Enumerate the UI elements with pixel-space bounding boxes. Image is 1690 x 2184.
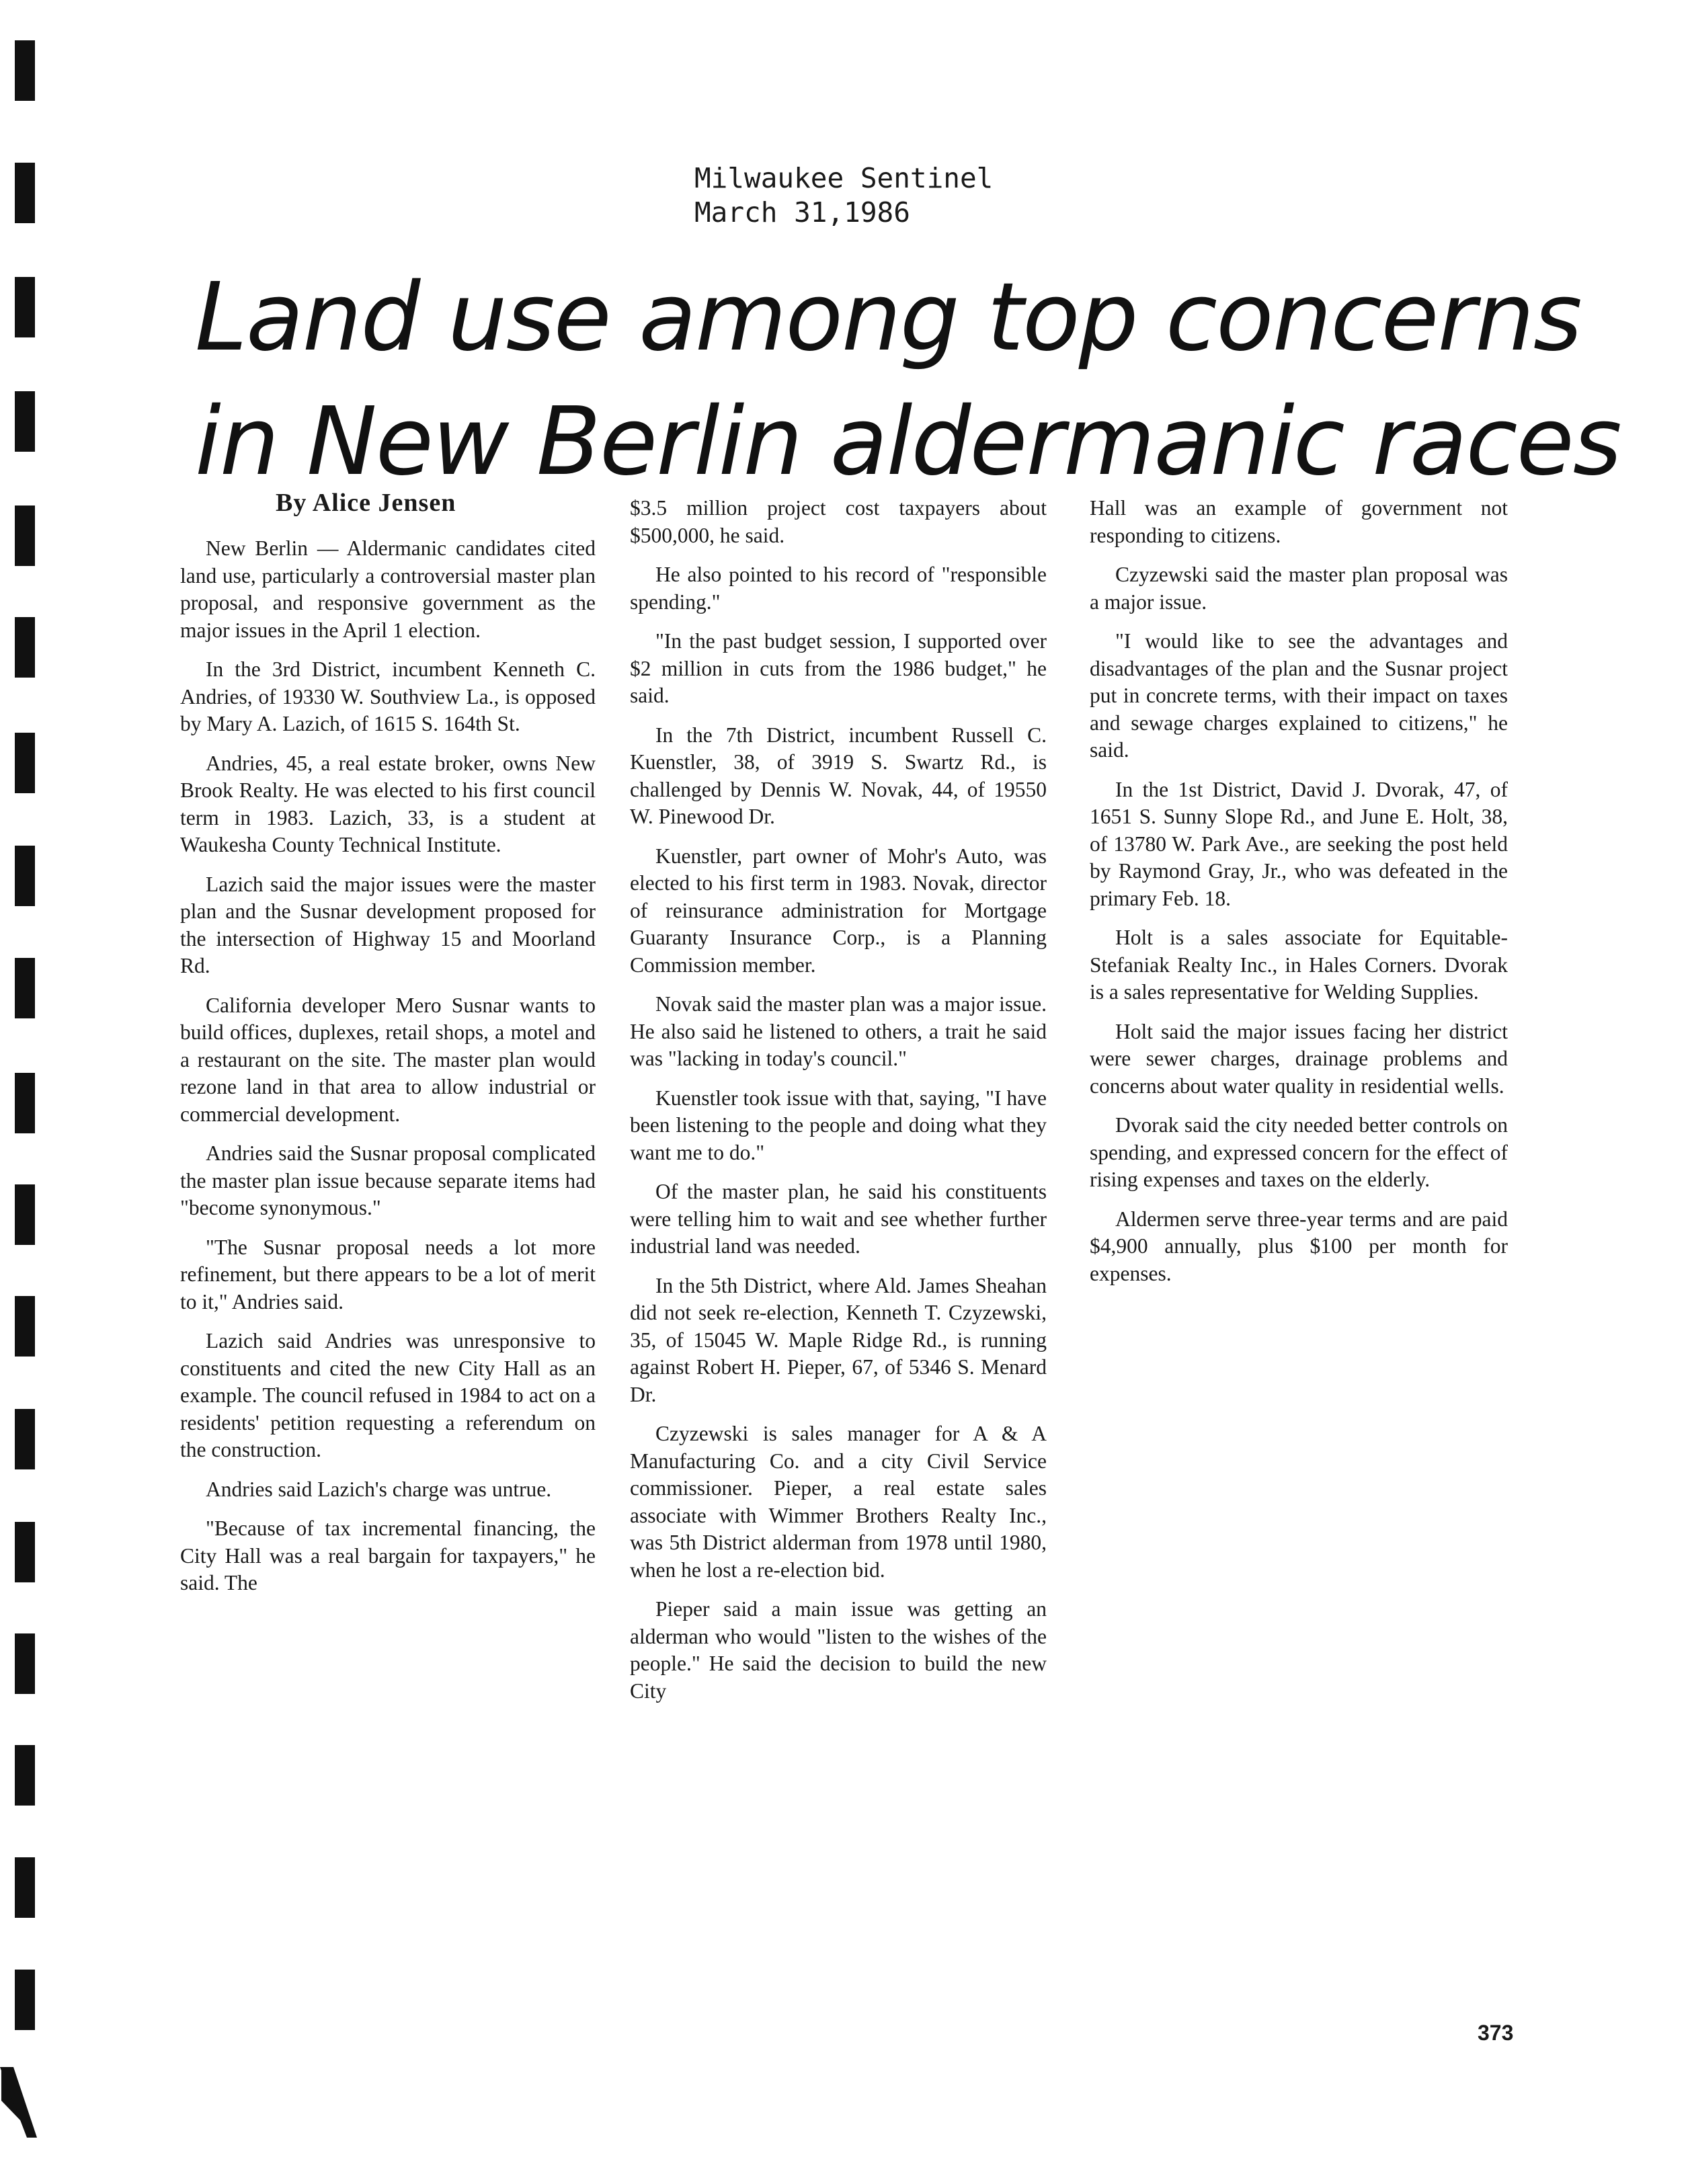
binding-mark [15, 1857, 35, 1918]
paragraph: New Berlin — Aldermanic candidates cited land use, particularly a controversial master plan proposal, and responsive government as the major issues in the April 1 election. [180, 536, 596, 642]
paragraph: Andries said Lazich's charge was untrue. [206, 1477, 552, 1501]
binding-mark [15, 617, 35, 678]
paragraph: He also pointed to his record of "responsible spending." [630, 563, 1047, 614]
binding-mark [15, 1296, 35, 1357]
headline [195, 255, 1621, 504]
paragraph: Novak said the master plan was a major issue. He also said he listened to others, a trait he said was "lacking in today's council." [630, 992, 1047, 1070]
binding-marks [15, 0, 42, 2184]
headline-line-1: Land use among top concerns [195, 263, 1581, 372]
binding-mark [15, 505, 35, 566]
paragraph: Aldermen serve three-year terms and are paid $4,900 annually, plus $100 per month for expenses. [1090, 1207, 1508, 1285]
source-citation [694, 161, 993, 230]
binding-mark [15, 277, 35, 337]
byline: By Alice Jensen [276, 489, 456, 517]
paragraph: Dvorak said the city needed better controls on spending, and expressed concern for the effect of rising expenses and taxes on the elderly. [1090, 1113, 1508, 1191]
article-column-1 [180, 535, 596, 1609]
binding-mark [15, 846, 35, 906]
paragraph: $3.5 million project cost taxpayers about $500,000, he said. [630, 496, 1047, 547]
paragraph: "In the past budget session, I supported over $2 million in cuts from the 1986 budget," he said. [630, 629, 1047, 707]
paragraph: Of the master plan, he said his constituents were telling him to wait and see whether further industrial land was needed. [630, 1180, 1047, 1258]
binding-mark [15, 1970, 35, 2030]
binding-mark [15, 1522, 35, 1582]
corner-triangle-mark [0, 2067, 37, 2138]
paragraph: Andries, 45, a real estate broker, owns New Brook Realty. He was elected to his first council term in 1983. Lazich, 33, is a student at Waukesha County Technical Institute. [180, 751, 596, 856]
paragraph: Pieper said a main issue was getting an alderman who would "listen to the wishes of the people." He said the decision to build the new City [630, 1597, 1047, 1703]
binding-mark [15, 40, 35, 101]
paragraph: California developer Mero Susnar wants to build offices, duplexes, retail shops, a motel and a restaurant on the site. The master plan would rezone land in that area to allow industrial or commercial development. [180, 993, 596, 1126]
binding-mark [15, 733, 35, 793]
paragraph: In the 5th District, where Ald. James Sheahan did not seek re-election, Kenneth T. Czyzewski, 35, of 15045 W. Maple Ridge Rd., is running against Robert H. Pieper, 67, of 5346 S. Menard Dr. [630, 1273, 1047, 1406]
binding-mark [15, 163, 35, 223]
binding-mark [15, 1745, 35, 1806]
paragraph: Hall was an example of government not responding to citizens. [1090, 496, 1508, 547]
paragraph: Holt is a sales associate for Equitable-Stefaniak Realty Inc., in Hales Corners. Dvorak is a sales representative for Welding Supplies. [1090, 926, 1508, 1004]
paragraph: Holt said the major issues facing her district were sewer charges, drainage problems and concerns about water quality in residential wells. [1090, 1019, 1508, 1098]
paragraph: In the 1st District, David J. Dvorak, 47, of 1651 S. Sunny Slope Rd., and June E. Holt, 38, of 13780 W. Park Ave., are seeking the post held by Raymond Gray, Jr., who was defeated in the primary Feb. 18. [1090, 777, 1508, 910]
paragraph: Kuenstler, part owner of Mohr's Auto, was elected to his first term in 1983. Novak, director of reinsurance administration for Mortgage Guaranty Insurance Corp., is a Planning Commission member. [630, 844, 1047, 977]
paragraph: Czyzewski is sales manager for A & A Manufacturing Co. and a city Civil Service commissioner. Pieper, a real estate sales associate with Wimmer Brothers Realty Inc., was 5th District alderman from 1978 until 1980, when he lost a re-election bid. [630, 1422, 1047, 1582]
paragraph: Kuenstler took issue with that, saying, "I have been listening to the people and doing what they want me to do." [630, 1086, 1047, 1164]
paragraph: Lazich said the major issues were the master plan and the Susnar development proposed for the intersection of Highway 15 and Moorland Rd. [180, 872, 596, 977]
article-column-3 [1090, 495, 1508, 1299]
paragraph: Czyzewski said the master plan proposal was a major issue. [1090, 563, 1508, 614]
binding-mark [15, 1633, 35, 1694]
page-number: 373 [1478, 2021, 1514, 2045]
publication-name: Milwaukee Sentinel [694, 162, 994, 194]
paragraph: "Because of tax incremental financing, the City Hall was a real bargain for taxpayers," he said. The [180, 1516, 596, 1594]
article-column-2 [630, 495, 1047, 1717]
binding-mark [15, 1184, 35, 1245]
paragraph: In the 3rd District, incumbent Kenneth C. Andries, of 19330 W. Southview La., is opposed by Mary A. Lazich, of 1615 S. 164th St. [180, 657, 596, 735]
binding-mark [15, 391, 35, 452]
paragraph: "The Susnar proposal needs a lot more refinement, but there appears to be a lot of merit to it," Andries said. [180, 1235, 596, 1313]
binding-mark [15, 958, 35, 1018]
publication-date: March 31,1986 [694, 196, 910, 229]
paragraph: Lazich said Andries was unresponsive to constituents and cited the new City Hall as an example. The council refused in 1984 to act on a residents' petition requesting a referendum on the construction. [180, 1329, 596, 1461]
paragraph: Andries said the Susnar proposal complicated the master plan issue because separate items had "become synonymous." [180, 1141, 596, 1219]
headline-line-2: in New Berlin aldermanic races [195, 387, 1621, 497]
paragraph: In the 7th District, incumbent Russell C. Kuenstler, 38, of 3919 S. Swartz Rd., is challenged by Dennis W. Novak, 44, of 19550 W. Pinewood Dr. [630, 723, 1047, 828]
paragraph: "I would like to see the advantages and disadvantages of the plan and the Susnar project put in concrete terms, with their impact on taxes and sewage charges explained to citizens," he said. [1090, 629, 1508, 762]
binding-mark [15, 1409, 35, 1469]
binding-mark [15, 1073, 35, 1133]
